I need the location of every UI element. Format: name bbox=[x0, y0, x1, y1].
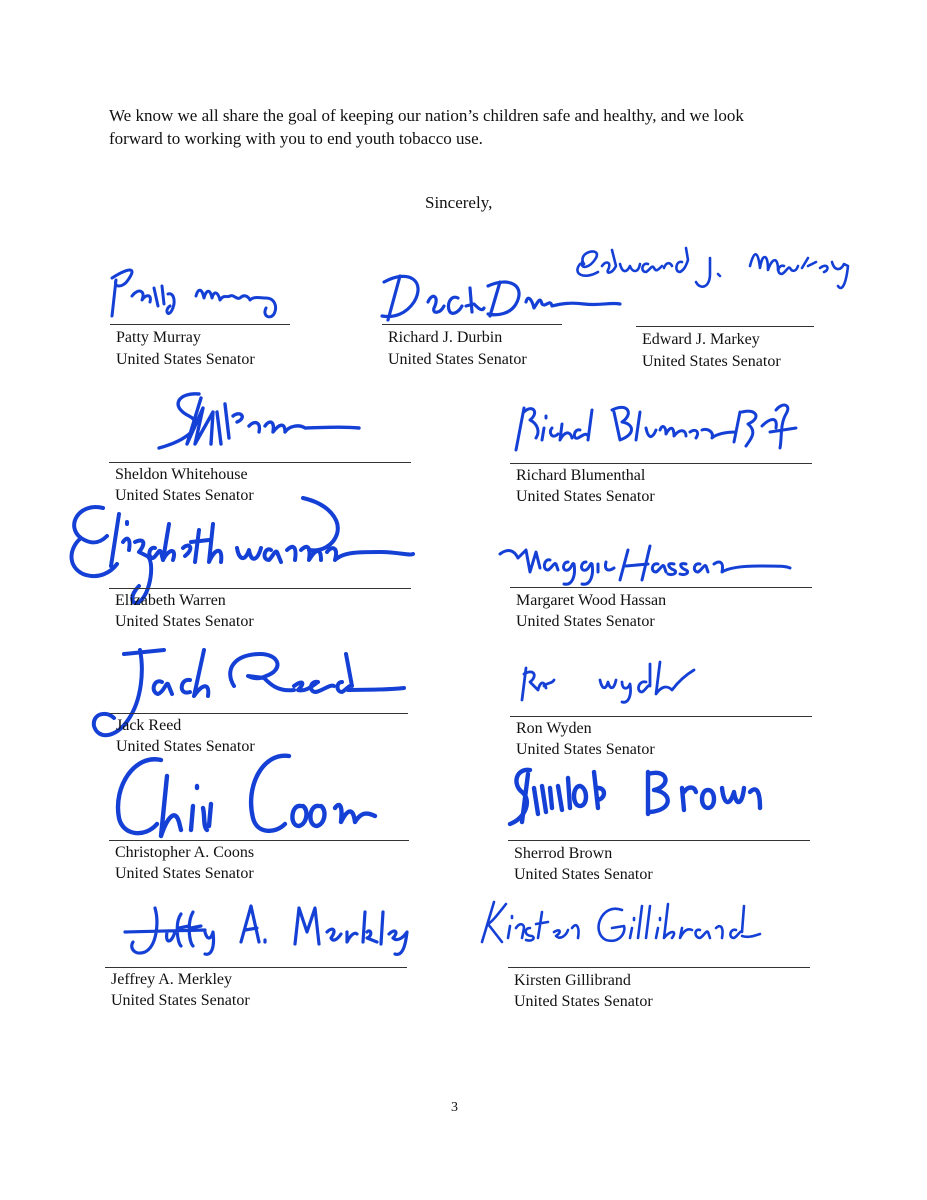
paragraph-line: forward to working with you to end youth tobacco use. bbox=[109, 129, 483, 148]
signatory-name: Margaret Wood Hassan bbox=[516, 592, 667, 609]
signature-hassan bbox=[490, 524, 810, 594]
signature-line bbox=[382, 324, 562, 325]
signatory-name: Richard J. Durbin bbox=[388, 329, 503, 346]
signatory-title: United States Senator bbox=[514, 866, 653, 883]
signatory-title: United States Senator bbox=[116, 738, 255, 755]
signatory-name: Christopher A. Coons bbox=[115, 844, 255, 861]
signatory-name: Sheldon Whitehouse bbox=[115, 466, 248, 483]
signature-line bbox=[109, 462, 411, 463]
signature-line bbox=[110, 713, 408, 714]
signatory-title: United States Senator bbox=[116, 351, 255, 368]
signature-blumenthal bbox=[500, 388, 820, 468]
signature-line bbox=[105, 967, 407, 968]
signature-line bbox=[109, 840, 409, 841]
signature-line bbox=[510, 587, 812, 588]
signatory-name: Jeffrey A. Merkley bbox=[111, 971, 232, 988]
signatory-name: Elizabeth Warren bbox=[115, 592, 226, 609]
signature-brown bbox=[498, 758, 778, 848]
signatory-name: Patty Murray bbox=[116, 329, 201, 346]
signature-line bbox=[109, 588, 411, 589]
signature-line bbox=[510, 716, 812, 717]
paragraph-line: We know we all share the goal of keeping our nation’s children safe and healthy, and we look bbox=[109, 106, 744, 125]
signature-gillibrand bbox=[472, 892, 792, 962]
signatory-name: Jack Reed bbox=[116, 717, 182, 734]
signatory-name: Sherrod Brown bbox=[514, 845, 613, 862]
signature-line bbox=[508, 840, 810, 841]
signatory-title: United States Senator bbox=[516, 488, 655, 505]
signature-line bbox=[510, 463, 812, 464]
signature-merkley bbox=[115, 892, 415, 972]
signatory-title: United States Senator bbox=[642, 353, 781, 370]
signature-markey bbox=[572, 240, 862, 320]
signature-whitehouse bbox=[129, 386, 389, 466]
signatory-title: United States Senator bbox=[115, 487, 254, 504]
signatory-title: United States Senator bbox=[516, 741, 655, 758]
signatory-title: United States Senator bbox=[514, 993, 653, 1010]
signatory-name: Edward J. Markey bbox=[642, 331, 760, 348]
signature-wyden bbox=[510, 652, 770, 722]
signatory-title: United States Senator bbox=[388, 351, 527, 368]
signatory-title: United States Senator bbox=[111, 992, 250, 1009]
signature-coons bbox=[105, 746, 405, 846]
signatory-name: Richard Blumenthal bbox=[516, 467, 646, 484]
signature-line bbox=[636, 326, 814, 327]
signatory-name: Ron Wyden bbox=[516, 720, 592, 737]
signatory-title: United States Senator bbox=[516, 613, 655, 630]
signature-line bbox=[508, 967, 810, 968]
signature-murray bbox=[98, 258, 298, 328]
signature-durbin bbox=[370, 258, 630, 328]
signatory-title: United States Senator bbox=[115, 613, 254, 630]
signatory-title: United States Senator bbox=[115, 865, 254, 882]
signatory-name: Kirsten Gillibrand bbox=[514, 972, 631, 989]
closing-paragraph bbox=[109, 104, 829, 150]
page-number: 3 bbox=[451, 1100, 458, 1115]
closing-salutation: Sincerely, bbox=[425, 193, 493, 212]
signature-line bbox=[110, 324, 290, 325]
